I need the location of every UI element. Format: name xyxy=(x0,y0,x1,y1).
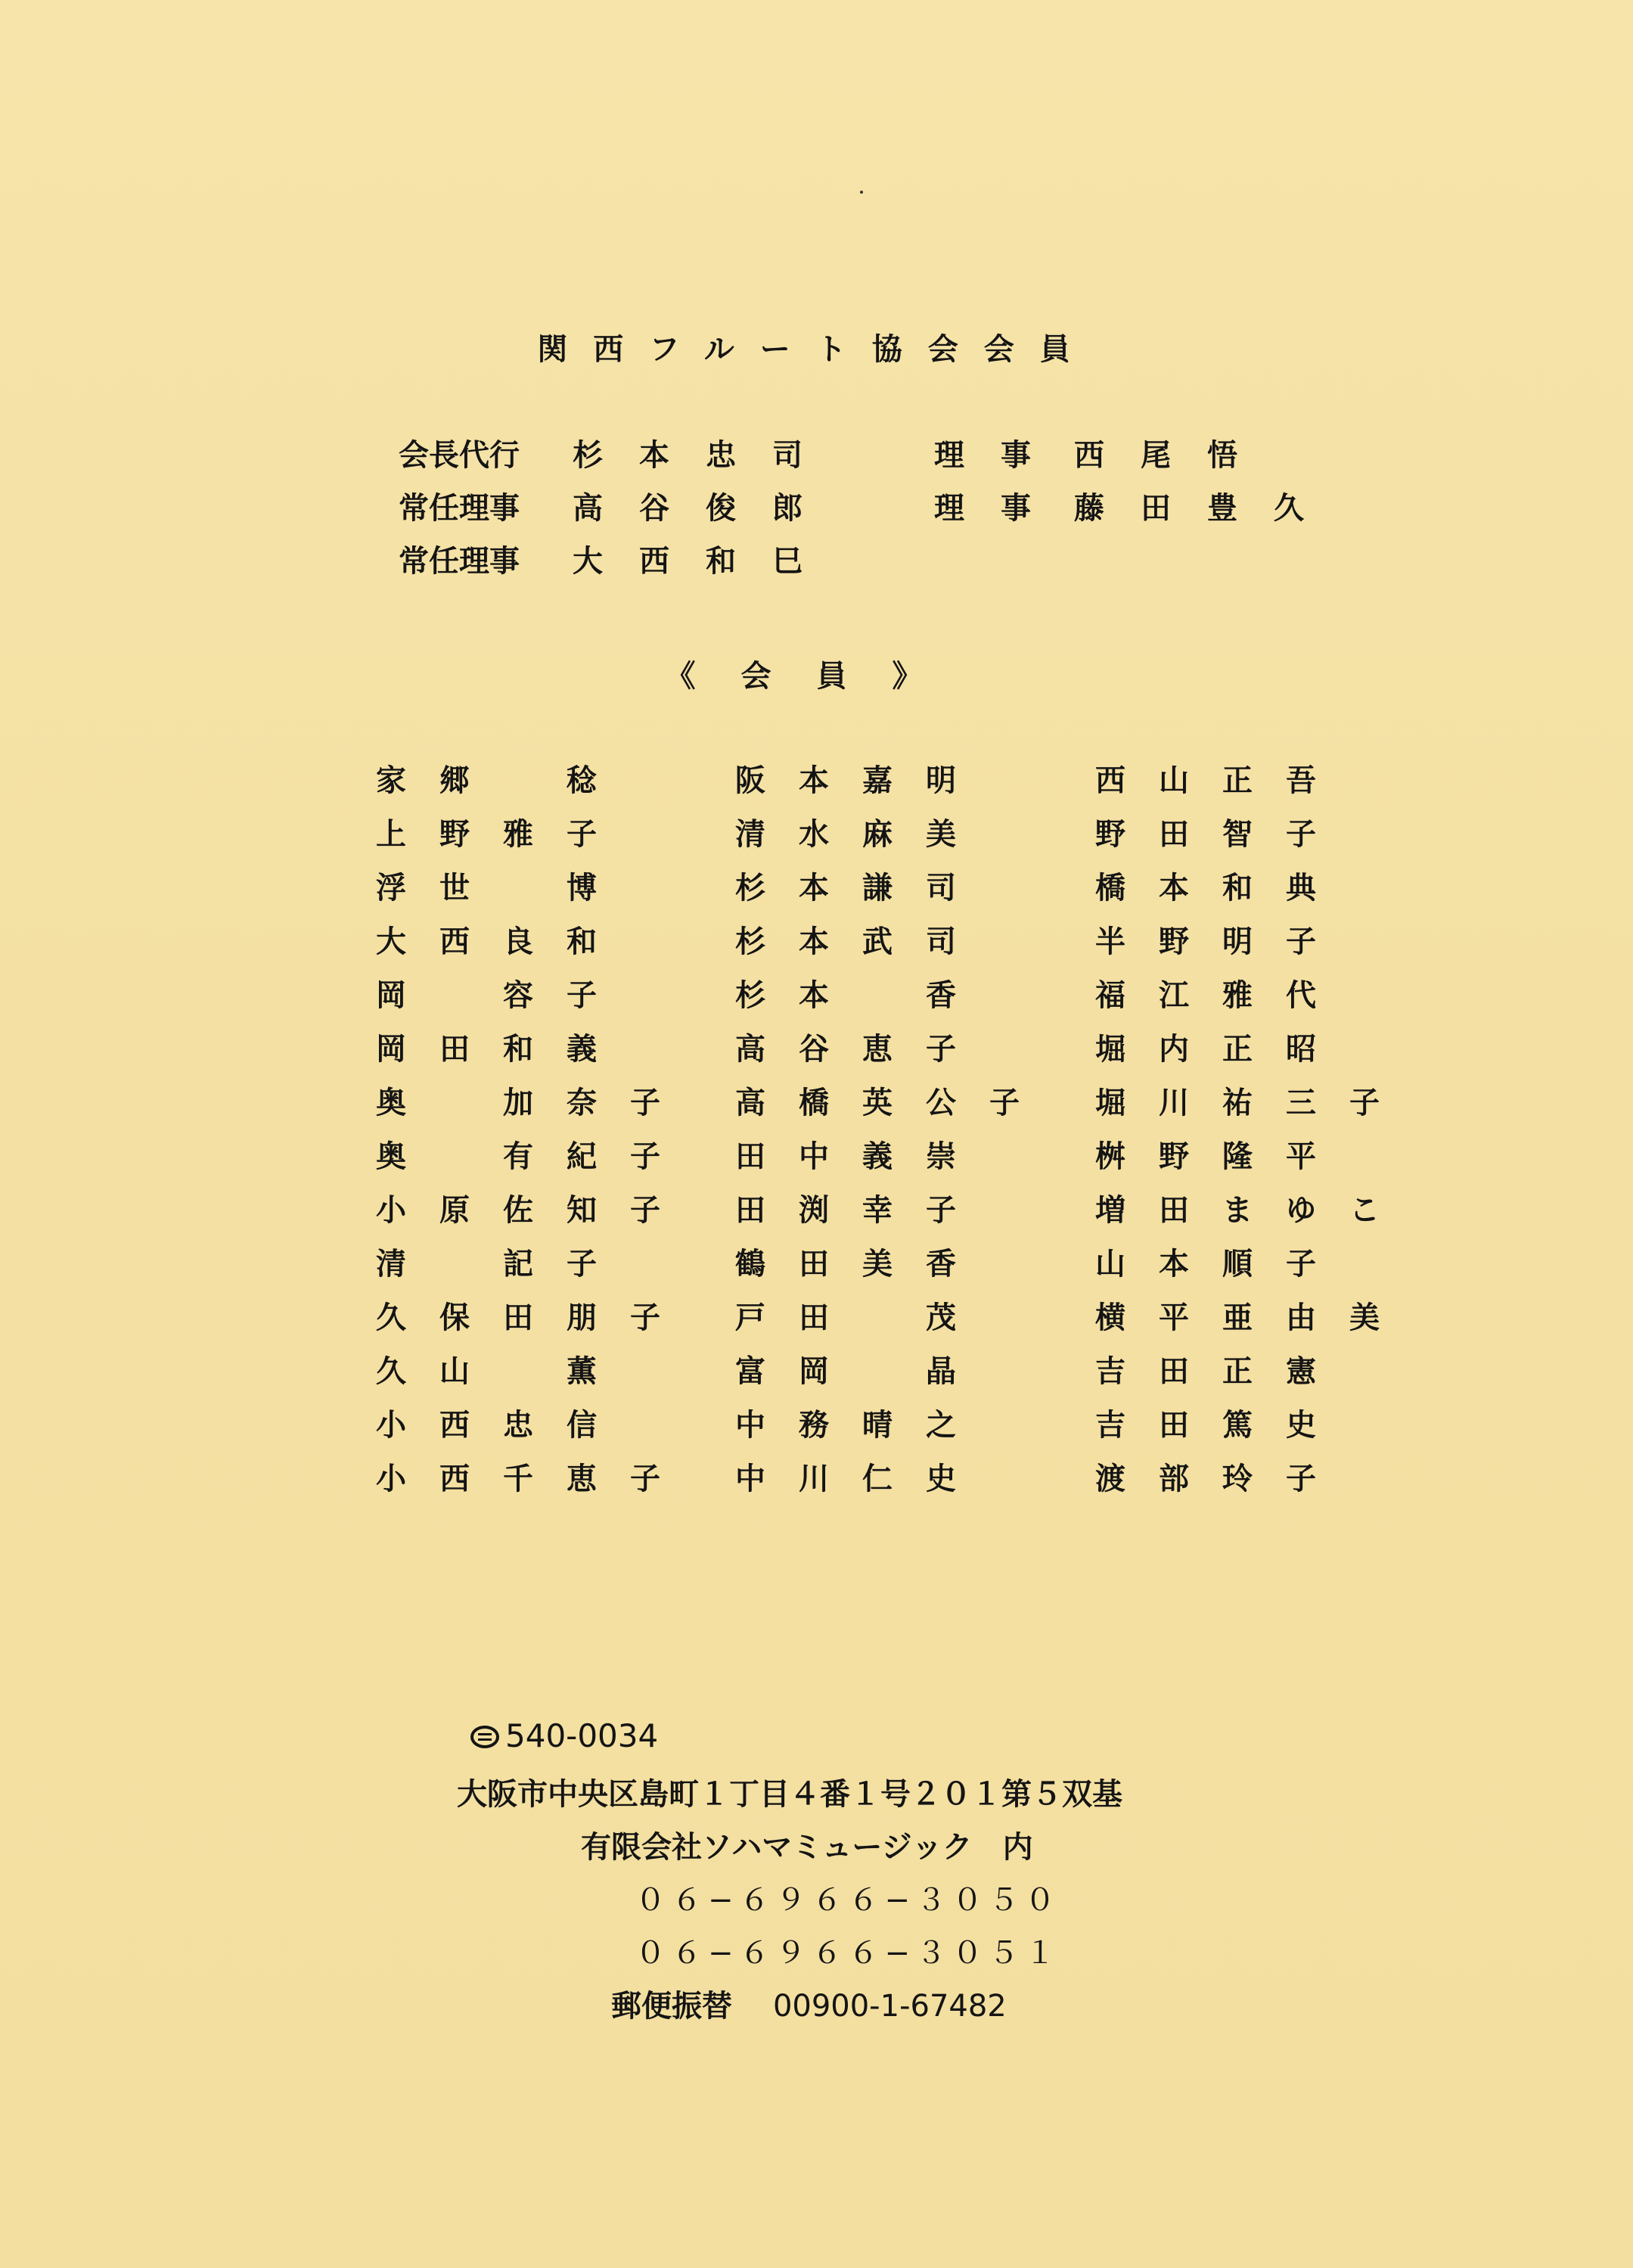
page-title: 関西フルート協会会員 xyxy=(537,332,1096,367)
member-name: 中川仁史 xyxy=(735,1462,989,1496)
postal-mark-icon xyxy=(470,1726,499,1748)
member-name: 久保田朋子 xyxy=(376,1300,694,1335)
member-name: 吉田篤史 xyxy=(1095,1408,1349,1443)
transfer-label: 郵便振替 xyxy=(611,1989,732,2024)
member-name: 奥 加奈子 xyxy=(376,1086,694,1120)
officer-role: 常任理事 xyxy=(399,491,520,526)
member-name: 堀内正昭 xyxy=(1095,1032,1349,1067)
member-name: 山本順子 xyxy=(1095,1247,1349,1282)
member-name: 西山正吾 xyxy=(1095,763,1349,798)
officer-role: 理事 xyxy=(934,438,1067,473)
member-name: 奥 有紀子 xyxy=(376,1139,694,1174)
officer-name: 杉本忠司 xyxy=(573,438,839,473)
member-name: 高谷恵子 xyxy=(735,1032,989,1067)
member-name: 富岡 晶 xyxy=(735,1354,989,1389)
transfer-number: 00900-1-67482 xyxy=(772,1989,1007,2024)
officer-name: 高谷俊郎 xyxy=(573,491,839,526)
officer-role: 常任理事 xyxy=(399,544,520,579)
member-name: 杉本謙司 xyxy=(735,871,989,906)
member-name: 戸田 茂 xyxy=(735,1300,989,1335)
speck xyxy=(860,191,863,194)
member-name: 岡田和義 xyxy=(376,1032,630,1067)
member-name: 増田まゆこ xyxy=(1095,1193,1413,1228)
fax-number: ０６−６９６６−３０５１ xyxy=(635,1936,1062,1971)
member-name: 横平亜由美 xyxy=(1095,1300,1413,1335)
member-name: 中務晴之 xyxy=(735,1408,989,1443)
member-name: 福江雅代 xyxy=(1095,978,1349,1013)
member-name: 上野雅子 xyxy=(376,817,630,852)
member-name: 岡 容子 xyxy=(376,978,630,1013)
member-name: 阪本嘉明 xyxy=(735,763,989,798)
member-name: 鶴田美香 xyxy=(735,1247,989,1282)
member-name: 吉田正憲 xyxy=(1095,1354,1349,1389)
address: 大阪市中央区島町１丁目４番１号２０１第５双基 xyxy=(457,1777,1122,1812)
member-name: 堀川祐三子 xyxy=(1095,1086,1413,1120)
member-name: 田渕幸子 xyxy=(735,1193,989,1228)
member-name: 清水麻美 xyxy=(735,817,989,852)
member-name: 橋本和典 xyxy=(1095,871,1349,906)
member-name: 久山 薫 xyxy=(376,1354,630,1389)
postal-line xyxy=(470,1717,658,1754)
member-name: 桝野隆平 xyxy=(1095,1139,1349,1174)
member-name: 浮世 博 xyxy=(376,871,630,906)
phone-number: ０６−６９６６−３０５０ xyxy=(635,1883,1062,1918)
member-name: 家郷 稔 xyxy=(376,763,630,798)
member-name: 大西良和 xyxy=(376,924,630,959)
postal-code: 540-0034 xyxy=(505,1717,659,1754)
officer-name: 藤田豊久 xyxy=(1074,491,1340,526)
member-name: 杉本武司 xyxy=(735,924,989,959)
member-name: 田中義崇 xyxy=(735,1139,989,1174)
members-heading: 《会員》 xyxy=(665,659,968,694)
member-name: 清 記子 xyxy=(376,1247,630,1282)
company-name: 有限会社ソハマミュージック 内 xyxy=(581,1830,1033,1865)
officer-role: 理事 xyxy=(934,491,1067,526)
officer-role: 会長代行 xyxy=(399,438,520,473)
officer-name: 西尾悟 xyxy=(1074,438,1274,473)
member-name: 野田智子 xyxy=(1095,817,1349,852)
officer-name: 大西和巳 xyxy=(573,544,839,579)
member-name: 小西忠信 xyxy=(376,1408,630,1443)
member-name: 小西千恵子 xyxy=(376,1462,694,1496)
member-name: 杉本 香 xyxy=(735,978,989,1013)
member-name: 半野明子 xyxy=(1095,924,1349,959)
postal-transfer-line xyxy=(611,1982,1007,2025)
member-name: 渡部玲子 xyxy=(1095,1462,1349,1496)
member-name: 高橋英公子 xyxy=(735,1086,1053,1120)
member-name: 小原佐知子 xyxy=(376,1193,694,1228)
